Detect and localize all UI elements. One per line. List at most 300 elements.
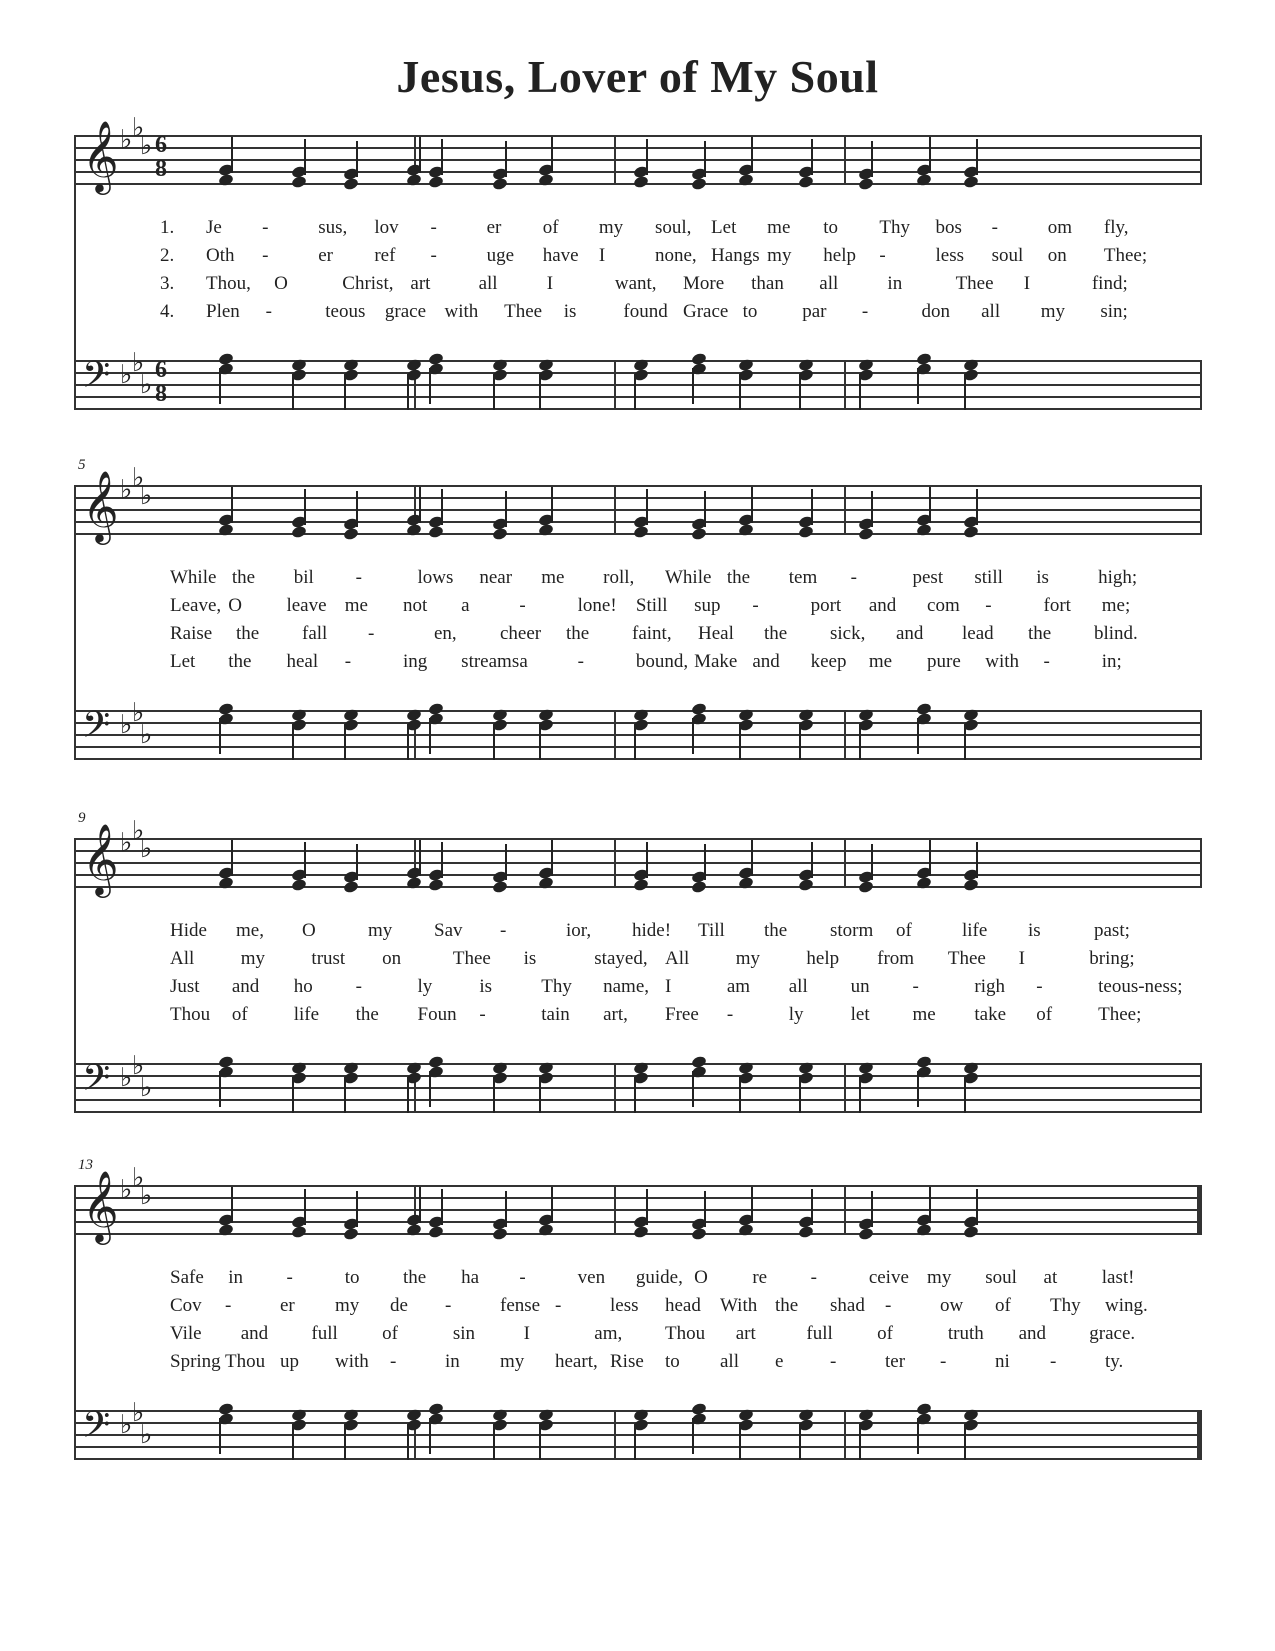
lyric-syllable: -	[430, 217, 437, 238]
lyric-syllable: Thou,	[206, 273, 251, 294]
lyric-syllable: truth	[947, 1323, 984, 1344]
lyric-syllable: stayed,	[594, 948, 648, 969]
lyric-syllable: is	[1036, 567, 1049, 588]
lyric-syllable: less	[610, 1295, 639, 1316]
flat-icon: ♭	[132, 698, 145, 728]
system-bracket	[74, 1185, 76, 1460]
lyric-syllable: guide,	[635, 1267, 683, 1288]
lyric-syllable: bound,	[635, 651, 689, 672]
lyric-syllable: the	[1028, 623, 1052, 644]
note-head	[492, 527, 509, 541]
lyric-syllable: is	[523, 948, 537, 969]
note-head	[633, 1225, 650, 1239]
bass-staff	[74, 1398, 1202, 1460]
lyric-syllable: -	[262, 217, 269, 238]
flat-icon: ♭	[140, 481, 153, 511]
lyric-syllable: -	[810, 1267, 817, 1288]
bass-staff	[74, 698, 1202, 760]
flat-icon: ♭	[120, 475, 133, 505]
lyric-syllable: art	[410, 273, 431, 294]
lyric-syllable: I	[1023, 273, 1031, 294]
measure-number: 13	[78, 1157, 93, 1173]
lyric-syllable: -	[344, 651, 352, 672]
note-head	[963, 175, 980, 189]
treble-clef-icon: 𝄞	[82, 469, 119, 542]
lyric-syllable: and	[896, 623, 924, 644]
lyric-syllable: at	[1043, 1267, 1058, 1288]
note-head	[343, 1227, 360, 1241]
lyric-syllable: keep	[810, 651, 847, 672]
verse-line	[160, 976, 1210, 1004]
lyric-syllable: righ	[974, 976, 1005, 997]
lyric-syllable: fall	[302, 623, 328, 644]
lyric-syllable: de	[390, 1295, 408, 1316]
flat-icon: ♭	[140, 1181, 153, 1211]
lyric-syllable: to	[344, 1267, 360, 1288]
lyric-syllable: of	[995, 1295, 1011, 1316]
verse-line	[160, 1351, 1210, 1379]
lyric-syllable: near	[479, 567, 513, 588]
lyric-syllable: Thee	[947, 948, 986, 969]
flat-icon: ♭	[120, 1410, 133, 1440]
lyric-syllable: my	[500, 1351, 525, 1372]
note-head	[428, 525, 445, 539]
lyric-syllable: in	[445, 1351, 460, 1372]
lyric-syllable: me	[541, 567, 565, 588]
lyric-syllable: Raise	[170, 623, 213, 644]
lyric-syllable: Cov	[170, 1295, 202, 1316]
lyric-syllable: ty.	[1105, 1351, 1124, 1372]
lyric-syllable: -	[355, 976, 362, 997]
lyric-syllable: soul,	[654, 217, 692, 238]
lyric-syllable: Hide	[170, 920, 207, 941]
lyric-syllable: I	[665, 976, 672, 997]
lyric-syllable: -	[1036, 976, 1043, 997]
lyric-syllable: O	[228, 595, 242, 616]
lyric-syllable: is	[1028, 920, 1041, 941]
lyric-syllable: Thee	[452, 948, 491, 969]
lyric-syllable: -	[830, 1351, 837, 1372]
lyric-syllable: a	[519, 651, 528, 672]
verse-number: 1.	[160, 217, 175, 238]
lyric-syllable: all	[788, 976, 808, 997]
lyric-syllable: Grace	[683, 301, 729, 322]
lyric-syllable: Thy	[1050, 1295, 1081, 1316]
verse-line	[160, 651, 1210, 679]
lyric-syllable: ter	[885, 1351, 906, 1372]
lyric-syllable: I	[598, 245, 606, 266]
lyric-syllable: ref	[374, 245, 396, 266]
lyric-syllable: from	[877, 948, 915, 969]
note-head	[291, 878, 308, 892]
lyric-syllable: fly,	[1103, 217, 1129, 238]
lyric-syllable: don	[921, 301, 950, 322]
lyric-syllable: -	[479, 1004, 486, 1025]
note-head	[798, 175, 815, 189]
bass-clef-icon: 𝄢	[82, 354, 111, 405]
lyric-syllable: Christ,	[342, 273, 394, 294]
lyric-syllable: to	[665, 1351, 680, 1372]
lyric-syllable: Let	[711, 217, 737, 238]
lyric-syllable: pest	[912, 567, 944, 588]
lyric-syllable: -	[752, 595, 759, 616]
verse-line	[160, 623, 1210, 651]
treble-clef-icon: 𝄞	[82, 119, 119, 192]
lyric-syllable: Plen	[206, 301, 240, 322]
note-head	[963, 878, 980, 892]
lyric-syllable: I	[523, 1323, 530, 1344]
verse-number: 4.	[160, 301, 175, 322]
lyric-syllable: Safe	[170, 1267, 204, 1288]
lyric-syllable: the	[236, 623, 260, 644]
lyric-syllable: com	[927, 595, 960, 616]
note-head	[633, 525, 650, 539]
lyric-syllable: -	[555, 1295, 562, 1316]
lyric-syllable: is	[479, 976, 493, 997]
lyric-syllable: re	[752, 1267, 768, 1288]
lyric-syllable: me,	[236, 920, 264, 941]
lyric-syllable: find;	[1091, 273, 1128, 294]
lyric-syllable: the	[228, 651, 252, 672]
lyric-syllable: -	[368, 623, 375, 644]
lyric-syllable: of	[542, 217, 559, 238]
lyric-syllable: par	[802, 301, 827, 322]
time-signature: 6 8	[155, 132, 167, 182]
note-head	[963, 1225, 980, 1239]
bass-clef-icon: 𝄢	[82, 1057, 111, 1108]
lyric-syllable: to	[742, 301, 758, 322]
lyric-syllable: on	[1047, 245, 1067, 266]
lyric-syllable: my	[1040, 301, 1066, 322]
lyric-syllable: Thy	[541, 976, 572, 997]
lyric-syllable: my	[368, 920, 393, 941]
system	[74, 457, 1202, 815]
lyric-syllable: -	[879, 245, 886, 266]
lyric-syllable: have	[542, 245, 579, 266]
lyric-syllable: Free	[665, 1004, 699, 1025]
lyric-syllable: tain	[541, 1004, 570, 1025]
lyric-syllable: roll,	[603, 567, 635, 588]
verse-number: 3.	[160, 273, 175, 294]
lyric-syllable: all	[981, 301, 1001, 322]
lyric-syllable: ni	[995, 1351, 1010, 1372]
lyric-syllable: help	[806, 948, 840, 969]
note-head	[858, 177, 875, 191]
verse-line	[160, 273, 1210, 301]
lyric-syllable: leave	[286, 595, 327, 616]
lyric-syllable: the	[566, 623, 590, 644]
system	[74, 810, 1202, 1168]
lyric-syllable: want,	[614, 273, 657, 294]
lyric-syllable: Just	[170, 976, 200, 997]
lyric-syllable: not	[402, 595, 428, 616]
flat-icon: ♭	[132, 463, 145, 493]
lyric-syllable: Make	[694, 651, 738, 672]
lyric-syllable: er	[318, 245, 333, 266]
lyric-syllable: ior,	[566, 920, 592, 941]
note-head	[858, 1227, 875, 1241]
lyric-syllable: er	[280, 1295, 295, 1316]
lyric-syllable: of	[877, 1323, 893, 1344]
lyric-syllable: sick,	[830, 623, 866, 644]
flat-icon: ♭	[120, 828, 133, 858]
lyric-syllable: cheer	[500, 623, 542, 644]
flat-icon: ♭	[140, 1073, 153, 1103]
verse-line	[160, 567, 1210, 595]
lyric-syllable: -	[500, 920, 507, 941]
lyric-syllable: bos	[935, 217, 962, 238]
measure-number: 9	[78, 810, 86, 826]
verse-number: 2.	[160, 245, 175, 266]
lyric-syllable: Thee;	[1103, 245, 1148, 266]
lyric-syllable: Oth	[206, 245, 235, 266]
note-head	[858, 527, 875, 541]
lyric-syllable: faint,	[632, 623, 672, 644]
note-head	[492, 1227, 509, 1241]
verse-line	[160, 217, 1210, 245]
lyric-syllable: up	[280, 1351, 299, 1372]
lyric-syllable: my	[240, 948, 265, 969]
lyric-syllable: lows	[417, 567, 454, 588]
lyric-syllable: of	[231, 1004, 248, 1025]
flat-icon: ♭	[120, 710, 133, 740]
verse-line	[160, 948, 1210, 976]
lyric-syllable: with	[444, 301, 479, 322]
lyric-syllable: and	[752, 651, 780, 672]
lyric-syllable: my	[598, 217, 624, 238]
lyric-syllable: -	[519, 1267, 526, 1288]
note-head	[798, 878, 815, 892]
lyric-syllable: life	[962, 920, 988, 941]
verse-line	[160, 1004, 1210, 1032]
lyric-syllable: sin	[452, 1323, 476, 1344]
lyric-syllable: Thy	[879, 217, 911, 238]
note-head	[963, 525, 980, 539]
flat-icon: ♭	[120, 1175, 133, 1205]
lyric-syllable: me;	[1101, 595, 1131, 616]
lyric-syllable: ly	[788, 1004, 804, 1025]
note-head	[858, 880, 875, 894]
lyric-syllable: all	[720, 1351, 739, 1372]
lyric-syllable: my	[735, 948, 760, 969]
lyric-syllable: the	[775, 1295, 799, 1316]
treble-clef-icon: 𝄞	[82, 822, 119, 895]
note-head	[492, 880, 509, 894]
flat-icon: ♭	[140, 1420, 153, 1450]
note-head	[633, 878, 650, 892]
system	[74, 113, 1202, 465]
lyric-syllable: to	[823, 217, 839, 238]
lyric-syllable: trust	[311, 948, 346, 969]
lyric-syllable: life	[293, 1004, 320, 1025]
lyric-syllable: bring;	[1089, 948, 1135, 969]
lyric-syllable: help	[823, 245, 856, 266]
lyric-syllable: lov	[374, 217, 399, 238]
lyric-syllable: Foun	[417, 1004, 457, 1025]
lyric-syllable: the	[726, 567, 751, 588]
bass-clef-icon: 𝄢	[82, 704, 111, 755]
flat-icon: ♭	[140, 370, 153, 400]
lyric-syllable: -	[861, 301, 869, 322]
lyric-syllable: with	[985, 651, 1020, 672]
lyric-syllable: last!	[1101, 1267, 1135, 1288]
lyric-syllable: -	[265, 301, 272, 322]
verse-line	[160, 1295, 1210, 1323]
lyric-syllable: is	[563, 301, 577, 322]
lyric-syllable: of	[1036, 1004, 1053, 1025]
lyric-syllable: Thee	[955, 273, 994, 294]
lyric-syllable: -	[726, 1004, 734, 1025]
note-head	[291, 1225, 308, 1239]
note-head	[343, 880, 360, 894]
flat-icon: ♭	[132, 816, 145, 846]
note-head	[428, 878, 445, 892]
verse-line	[160, 1267, 1210, 1295]
note-head	[291, 525, 308, 539]
lyric-syllable: ceive	[868, 1267, 909, 1288]
flat-icon: ♭	[140, 834, 153, 864]
lyric-syllable: hide!	[632, 920, 672, 941]
note-head	[343, 527, 360, 541]
lyric-syllable: ha	[461, 1267, 480, 1288]
time-signature: 6 8	[155, 357, 167, 407]
bass-clef-icon: 𝄢	[82, 1404, 111, 1455]
lyric-syllable: bil	[293, 567, 314, 588]
lyric-syllable: soul	[985, 1267, 1017, 1288]
lyric-syllable: Thou	[665, 1323, 706, 1344]
lyric-syllable: With	[720, 1295, 758, 1316]
lyric-syllable: full	[806, 1323, 833, 1344]
lyric-syllable: still	[974, 567, 1003, 588]
bass-staff	[74, 348, 1202, 410]
lyric-syllable: While	[170, 567, 217, 588]
lyric-syllable: my	[767, 245, 792, 266]
lyric-syllable: found	[623, 301, 668, 322]
lyric-syllable: -	[1050, 1351, 1057, 1372]
lyric-syllable: am	[726, 976, 751, 997]
flat-icon: ♭	[132, 1163, 145, 1193]
lyric-syllable: Still	[635, 595, 668, 616]
lyric-syllable: -	[991, 217, 998, 238]
lyric-syllable: sup	[694, 595, 721, 616]
lyric-syllable: teous-ness;	[1098, 976, 1183, 997]
lyric-syllable: Let	[170, 651, 196, 672]
lyric-syllable: Thou	[225, 1351, 266, 1372]
lyric-syllable: Thou	[170, 1004, 211, 1025]
lyric-syllable: e	[775, 1351, 784, 1372]
lyric-syllable: name,	[603, 976, 650, 997]
lyric-syllable: heart,	[555, 1351, 598, 1372]
lyric-syllable: More	[683, 273, 725, 294]
verse-line	[160, 595, 1210, 623]
lyric-syllable: Spring	[170, 1351, 221, 1372]
lyric-syllable: pure	[927, 651, 961, 672]
lyric-syllable: All	[665, 948, 690, 969]
lyric-syllable: sus,	[318, 217, 348, 238]
note-head	[691, 177, 708, 191]
lyric-syllable: Rise	[610, 1351, 644, 1372]
system-bracket	[74, 135, 76, 410]
lyric-syllable: soul	[991, 245, 1024, 266]
lyric-syllable: I	[1018, 948, 1025, 969]
lyric-syllable: -	[1043, 651, 1050, 672]
note-head	[291, 175, 308, 189]
lyric-syllable: with	[335, 1351, 369, 1372]
note-head	[691, 527, 708, 541]
lyric-syllable: fort	[1043, 595, 1071, 616]
lyric-syllable: wing.	[1105, 1295, 1148, 1316]
hymn-title: Jesus, Lover of My Soul	[396, 51, 879, 102]
lyric-syllable: er	[486, 217, 502, 238]
measure-number: 5	[78, 457, 86, 473]
treble-staff	[74, 816, 1202, 895]
lyric-syllable: in	[887, 273, 903, 294]
lyric-syllable: a	[461, 595, 470, 616]
lyric-syllable: -	[390, 1351, 397, 1372]
system	[74, 1157, 1202, 1515]
lyric-syllable: Vile	[170, 1323, 202, 1344]
note-head	[428, 175, 445, 189]
lyric-syllable: -	[445, 1295, 452, 1316]
system-bracket	[74, 838, 76, 1113]
note-head	[798, 1225, 815, 1239]
lyric-syllable: Leave,	[170, 595, 222, 616]
lyric-syllable: and	[231, 976, 260, 997]
flat-icon: ♭	[132, 113, 145, 143]
lyric-syllable: high;	[1098, 567, 1138, 588]
lyric-syllable: Je	[206, 217, 222, 238]
lyric-syllable: Till	[698, 920, 725, 941]
lyric-syllable: me	[912, 1004, 936, 1025]
verse-line	[160, 1323, 1210, 1351]
lyric-syllable: All	[170, 948, 195, 969]
lyric-syllable: -	[519, 595, 526, 616]
lyric-syllable: -	[286, 1267, 293, 1288]
lyric-syllable: lone!	[577, 595, 617, 616]
lyric-syllable: let	[850, 1004, 870, 1025]
lyric-syllable: of	[382, 1323, 398, 1344]
note-head	[343, 177, 360, 191]
lyric-syllable: grace	[384, 301, 427, 322]
lyric-syllable: -	[225, 1295, 232, 1316]
lyric-syllable: head	[665, 1295, 701, 1316]
flat-icon: ♭	[132, 1051, 145, 1081]
flat-icon: ♭	[120, 1063, 133, 1093]
lyric-syllable: Hangs	[711, 245, 760, 266]
lyric-syllable: Sav	[434, 920, 463, 941]
lyric-syllable: -	[940, 1351, 947, 1372]
lyric-syllable: than	[751, 273, 784, 294]
lyric-syllable: and	[1018, 1323, 1046, 1344]
lyric-syllable: the	[231, 567, 256, 588]
lyric-syllable: the	[355, 1004, 379, 1025]
lyric-syllable: tem	[788, 567, 818, 588]
lyric-syllable: ly	[417, 976, 433, 997]
lyric-syllable: O	[274, 273, 288, 294]
lyric-syllable: and	[868, 595, 897, 616]
lyric-syllable: -	[577, 651, 584, 672]
lyric-syllable: streams	[461, 651, 520, 672]
verse-line	[160, 920, 1210, 948]
lyric-syllable: I	[546, 273, 554, 294]
note-head	[691, 1227, 708, 1241]
lyric-syllable: my	[927, 1267, 952, 1288]
lyric-syllable: am,	[594, 1323, 623, 1344]
treble-staff	[74, 113, 1202, 192]
note-head	[428, 1225, 445, 1239]
lyric-syllable: my	[335, 1295, 360, 1316]
lyric-syllable: -	[885, 1295, 892, 1316]
